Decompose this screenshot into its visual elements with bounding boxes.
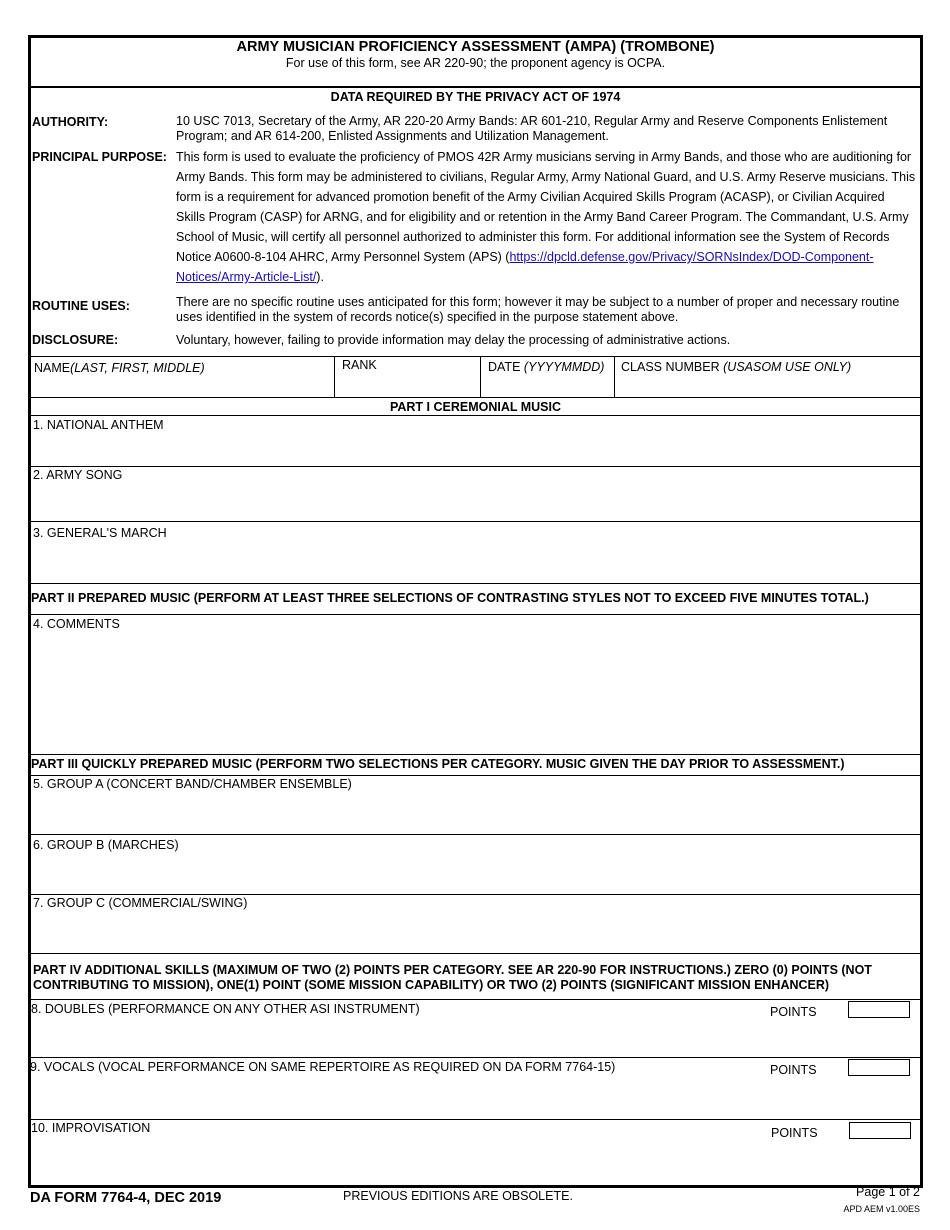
divider	[334, 356, 335, 397]
divider	[28, 999, 923, 1000]
date-field[interactable]	[488, 360, 604, 374]
divider	[28, 466, 923, 467]
purpose-end: ).	[316, 270, 324, 284]
class-number-field[interactable]	[621, 360, 851, 374]
comments-field[interactable]: 4. COMMENTS	[33, 617, 120, 631]
vocals-points-label: POINTS	[770, 1063, 817, 1077]
part2-heading: PART II PREPARED MUSIC (PERFORM AT LEAST THREE SELECTIONS OF CONTRASTING STYLES NOT TO EXCEED FIVE MINUTES TOTAL.)	[31, 591, 869, 605]
doubles-points-input[interactable]	[848, 1001, 910, 1018]
divider	[28, 614, 923, 615]
part1-heading: PART I CEREMONIAL MUSIC	[389, 400, 562, 414]
privacy-heading: DATA REQUIRED BY THE PRIVACY ACT OF 1974	[330, 90, 621, 104]
routine-uses-label: ROUTINE USES:	[32, 299, 130, 313]
divider	[28, 356, 923, 357]
divider	[28, 775, 923, 776]
name-label: NAME	[34, 361, 71, 375]
divider	[28, 521, 923, 522]
divider	[480, 356, 481, 397]
version-label: APD AEM v1.00ES	[843, 1204, 920, 1214]
purpose-label: PRINCIPAL PURPOSE:	[32, 150, 167, 164]
divider	[28, 583, 923, 584]
divider	[28, 1057, 923, 1058]
generals-march-field[interactable]: 3. GENERAL'S MARCH	[33, 526, 167, 540]
army-song-field[interactable]: 2. ARMY SONG	[33, 468, 123, 482]
form-title: ARMY MUSICIAN PROFICIENCY ASSESSMENT (AMPA) (TROMBONE)	[236, 39, 715, 55]
date-hint: (YYYYMMDD)	[523, 360, 605, 374]
vocals-points-input[interactable]	[848, 1059, 910, 1076]
vocals-field[interactable]: 9. VOCALS (VOCAL PERFORMANCE ON SAME REPERTOIRE AS REQUIRED ON DA FORM 7764-15)	[30, 1060, 616, 1074]
disclosure-label: DISCLOSURE:	[32, 333, 119, 347]
divider	[28, 86, 923, 88]
purpose-body: This form is used to evaluate the proficiency of PMOS 42R Army musicians serving in Army Bands, and those who are auditioning for Army Bands. This form may be administered to civilians, Regular Army, Army National Guard, and U.S. Army Reserve musicians. This form is a requirement for advanced promotion benefit of the Army Civilian Acquired Skills Program (ACASP), or Civilian Acquired Skills Program (CASP) for ARNG, and for eligibility and or retention in the Army Band Career Program. The Commandant, U.S. Army School of Music, will certify all personnel authorized to administer this form. For additional information see the System of Records Notice A0600-8-104 AHRC, Army Personnel System (APS) (	[176, 150, 916, 264]
rank-label: RANK	[342, 358, 377, 372]
authority-text: 10 USC 7013, Secretary of the Army, AR 220-20 Army Bands: AR 601-210, Regular Army and Reserve Components Enlistement Program; and AR 614-200, Enlisted Assignments and Utilization Management.	[176, 114, 888, 143]
purpose-text	[176, 147, 916, 287]
improvisation-points-label: POINTS	[771, 1126, 818, 1140]
form-number: DA FORM 7764-4, DEC 2019	[30, 1190, 222, 1206]
name-hint: (LAST, FIRST, MIDDLE)	[70, 361, 205, 375]
page-number: Page 1 of 2	[856, 1185, 920, 1199]
group-c-field[interactable]: 7. GROUP C (COMMERCIAL/SWING)	[33, 896, 248, 910]
class-label: CLASS NUMBER	[621, 360, 720, 374]
national-anthem-field[interactable]: 1. NATIONAL ANTHEM	[33, 418, 164, 432]
improvisation-field[interactable]: 10. IMPROVISATION	[31, 1121, 151, 1135]
divider	[28, 397, 923, 398]
improvisation-points-input[interactable]	[849, 1122, 911, 1139]
rank-field[interactable]	[342, 358, 377, 372]
sorn-link[interactable]: https://dpcld.defense.gov/Privacy/SORNsIndex/DOD-Component-Notices/Army-Article-List/	[176, 250, 874, 284]
group-a-field[interactable]: 5. GROUP A (CONCERT BAND/CHAMBER ENSEMBLE)	[33, 777, 352, 791]
part4-heading: PART IV ADDITIONAL SKILLS (MAXIMUM OF TWO (2) POINTS PER CATEGORY. SEE AR 220-90 FOR INSTRUCTIONS.) ZERO (0) POINTS (NOT CONTRIBUTING TO MISSION), ONE(1) POINT (SOME MISSION CAPABILITY) OR TWO (2) POINTS (SIGNIFICANT MISSION ENHANCER)	[33, 963, 872, 992]
doubles-field[interactable]: 8. DOUBLES (PERFORMANCE ON ANY OTHER ASI INSTRUMENT)	[31, 1002, 420, 1016]
divider	[28, 1119, 923, 1120]
form-subtitle: For use of this form, see AR 220-90; the proponent agency is OCPA.	[285, 56, 666, 70]
divider	[28, 415, 923, 416]
name-field[interactable]	[34, 361, 205, 375]
routine-uses-text: There are no specific routine uses anticipated for this form; however it may be subject to a number of proper and necessary routine uses identified in the system of records notice(s) specified in the purpose statement above.	[176, 295, 900, 324]
doubles-points-label: POINTS	[770, 1005, 817, 1019]
divider	[28, 754, 923, 755]
divider	[28, 894, 923, 895]
divider	[614, 356, 615, 397]
part3-heading: PART III QUICKLY PREPARED MUSIC (PERFORM TWO SELECTIONS PER CATEGORY. MUSIC GIVEN THE DAY PRIOR TO ASSESSMENT.)	[31, 757, 845, 771]
class-hint: (USASOM USE ONLY)	[723, 360, 852, 374]
obsolete-notice: PREVIOUS EDITIONS ARE OBSOLETE.	[343, 1189, 573, 1203]
group-b-field[interactable]: 6. GROUP B (MARCHES)	[33, 838, 179, 852]
disclosure-text: Voluntary, however, failing to provide information may delay the processing of administrative actions.	[176, 333, 731, 347]
divider	[28, 953, 923, 954]
divider	[28, 834, 923, 835]
date-label: DATE	[488, 360, 521, 374]
authority-label: AUTHORITY:	[32, 115, 109, 129]
